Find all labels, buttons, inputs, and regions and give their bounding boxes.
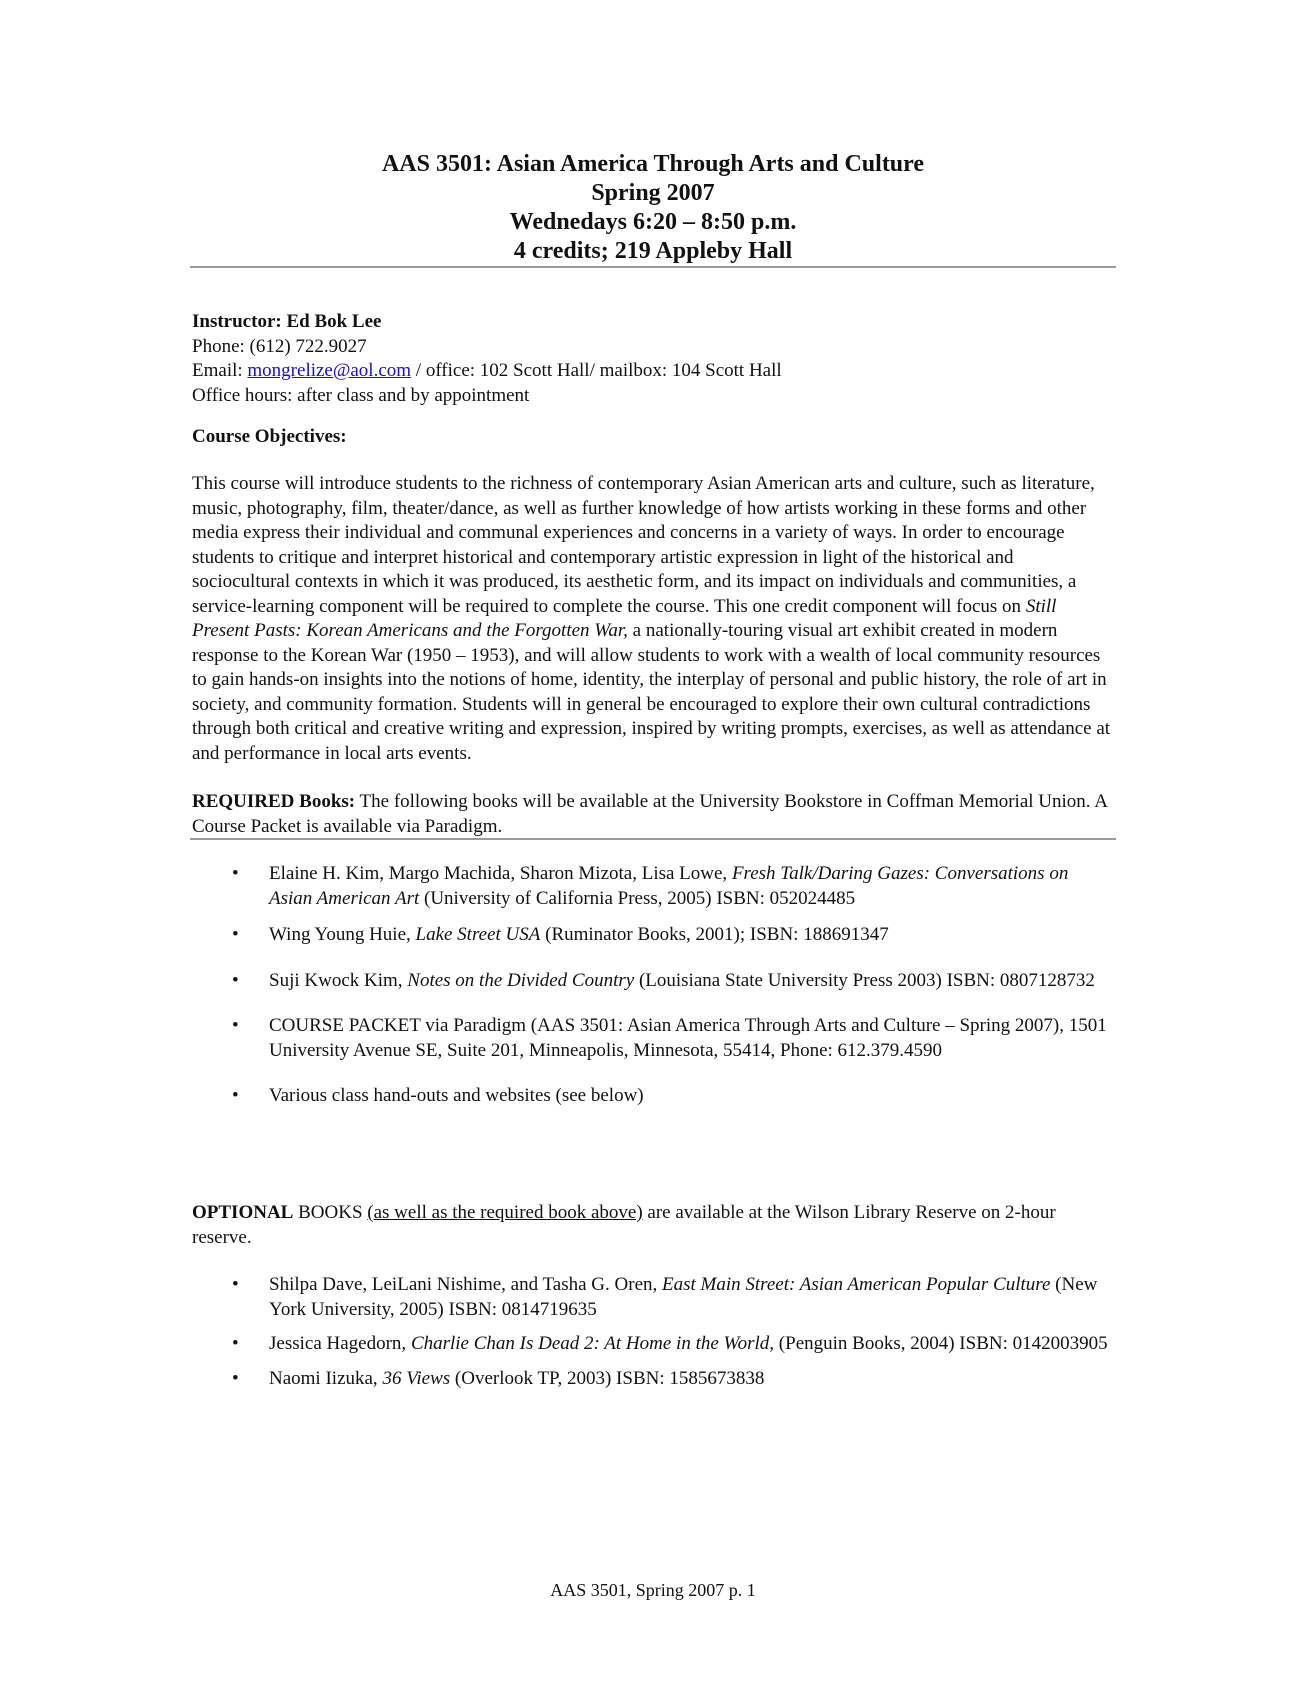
objectives-text-a: This course will introduce students to the richness of contemporary Asian American arts and culture, such as literature, music, photography, film, theater/dance, as well as further knowledge of how artists working in these forms and other media express their individual and communal experiences and concerns in a variety of ways. In order to encourage students to critique and interpret historical and contemporary artistic expression in light of the historical and sociocultural contexts in which it was produced, its aesthetic form, and its impact on individuals and communities, a service-learning component will be required to complete the course. This one credit component will focus on — [192, 473, 1095, 617]
bullet-icon: • — [232, 1274, 239, 1295]
book-title: East Main Street: Asian American Popular Culture — [662, 1274, 1051, 1295]
bullet-icon: • — [232, 924, 239, 945]
instructor-name: Instructor: Ed Bok Lee — [192, 311, 382, 332]
bullet-icon: • — [232, 1085, 239, 1106]
book-title: Lake Street USA — [415, 924, 541, 945]
course-title: AAS 3501: Asian America Through Arts and Culture — [381, 151, 925, 177]
book-title: 36 Views — [382, 1367, 451, 1389]
course-credits-location: 4 credits; 219 Appleby Hall — [513, 238, 793, 264]
book-title: Charlie Chan Is Dead 2: At Home in the World, — [410, 1333, 775, 1354]
optional-text-a: BOOKS — [293, 1202, 368, 1223]
optional-underlined: (as well as the required book above) — [367, 1202, 643, 1223]
item-details: (Overlook TP, 2003) ISBN: 1585673838 — [450, 1367, 765, 1389]
objectives-text-b: a nationally-touring visual art exhibit created in modern response to the Korean War (1950 – 1953), and will allow students to work with a wealth of local community resources to gain hands-on insights into the notions of home, identity, the interplay of personal and public history, the role of art in society, and community formation. Students will in general be encouraged to explore their own cultural contradictions through both critical and creative writing and expression, inspired by writing prompts, exercises, as well as attendance at and performance in local arts events. — [192, 620, 1111, 764]
list-item — [192, 1273, 1112, 1322]
bullet-icon: • — [232, 1367, 239, 1389]
course-schedule: Wednedays 6:20 – 8:50 p.m. — [509, 209, 797, 235]
office-hours: Office hours: after class and by appointment — [192, 384, 530, 406]
required-divider — [190, 838, 1116, 840]
optional-books-intro — [192, 1201, 1112, 1250]
optional-label: OPTIONAL — [192, 1202, 294, 1223]
item-text: Suji Kwock Kim, — [269, 969, 408, 991]
list-item — [192, 862, 1112, 911]
item-details: (Ruminator Books, 2001); ISBN: 188691347 — [540, 924, 889, 945]
email-link[interactable]: mongrelize@aol.com — [247, 360, 412, 381]
required-label: REQUIRED Books: — [192, 791, 356, 812]
list-item — [192, 1014, 1112, 1063]
instructor-contact — [192, 359, 1112, 384]
list-item — [192, 1084, 1112, 1109]
bullet-icon: • — [232, 1333, 239, 1354]
course-term: Spring 2007 — [591, 180, 715, 206]
list-item — [192, 1332, 1112, 1357]
item-text: COURSE PACKET via Paradigm (AAS 3501: Asian America Through Arts and Culture – Spring 2007), 1501 University Avenue SE, Suite 201, Minneapolis, Minnesota, 55414, Phone: 612.379.4590 — [269, 1015, 1107, 1061]
item-text: Naomi Iizuka, — [269, 1367, 383, 1389]
item-details: (Penguin Books, 2004) ISBN: 0142003905 — [774, 1333, 1108, 1354]
required-books-list — [192, 862, 1112, 1109]
item-text: Jessica Hagedorn, — [269, 1333, 411, 1354]
item-text: Various class hand-outs and websites (see below) — [269, 1085, 644, 1106]
optional-text-b: are available at the Wilson Library Reserve on 2-hour reserve. — [192, 1202, 1056, 1248]
item-text: Elaine H. Kim, Margo Machida, Sharon Mizota, Lisa Lowe, — [269, 863, 732, 884]
item-text: Wing Young Huie, — [269, 924, 416, 945]
course-header — [190, 150, 1116, 266]
email-label: Email: — [192, 360, 248, 381]
instructor-info — [192, 310, 1112, 408]
item-text: Shilpa Dave, LeiLani Nishime, and Tasha G. Oren, — [269, 1274, 662, 1295]
bullet-icon: • — [232, 1015, 239, 1036]
page-footer: AAS 3501, Spring 2007 p. 1 — [550, 1580, 756, 1600]
item-details: (New York University, 2005) ISBN: 0814719635 — [269, 1274, 1098, 1320]
list-item — [192, 923, 1112, 948]
item-details: (University of California Press, 2005) ISBN: 052024485 — [419, 887, 856, 909]
header-divider — [190, 266, 1116, 268]
instructor-phone: Phone: (612) 722.9027 — [192, 335, 367, 357]
required-books-intro — [192, 790, 1112, 839]
optional-books-list — [192, 1273, 1112, 1391]
objectives-paragraph — [192, 472, 1112, 766]
office-info: / office: 102 Scott Hall/ mailbox: 104 Scott Hall — [411, 360, 782, 381]
bullet-icon: • — [232, 969, 239, 991]
book-title: Fresh Talk/Daring Gazes: Conversations on Asian American Art — [269, 863, 1069, 909]
objectives-heading: Course Objectives: — [192, 426, 347, 447]
item-details: (Louisiana State University Press 2003) ISBN: 0807128732 — [634, 969, 1095, 991]
required-text: The following books will be available at the University Bookstore in Coffman Memorial Union. A Course Packet is available via Paradigm. — [192, 791, 1107, 837]
bullet-icon: • — [232, 863, 239, 884]
book-title: Notes on the Divided Country — [407, 969, 635, 991]
list-item — [192, 1367, 1112, 1392]
list-item — [192, 969, 1112, 994]
exhibit-title: Still Present Pasts: Korean Americans and the Forgotten War, — [192, 595, 1057, 641]
